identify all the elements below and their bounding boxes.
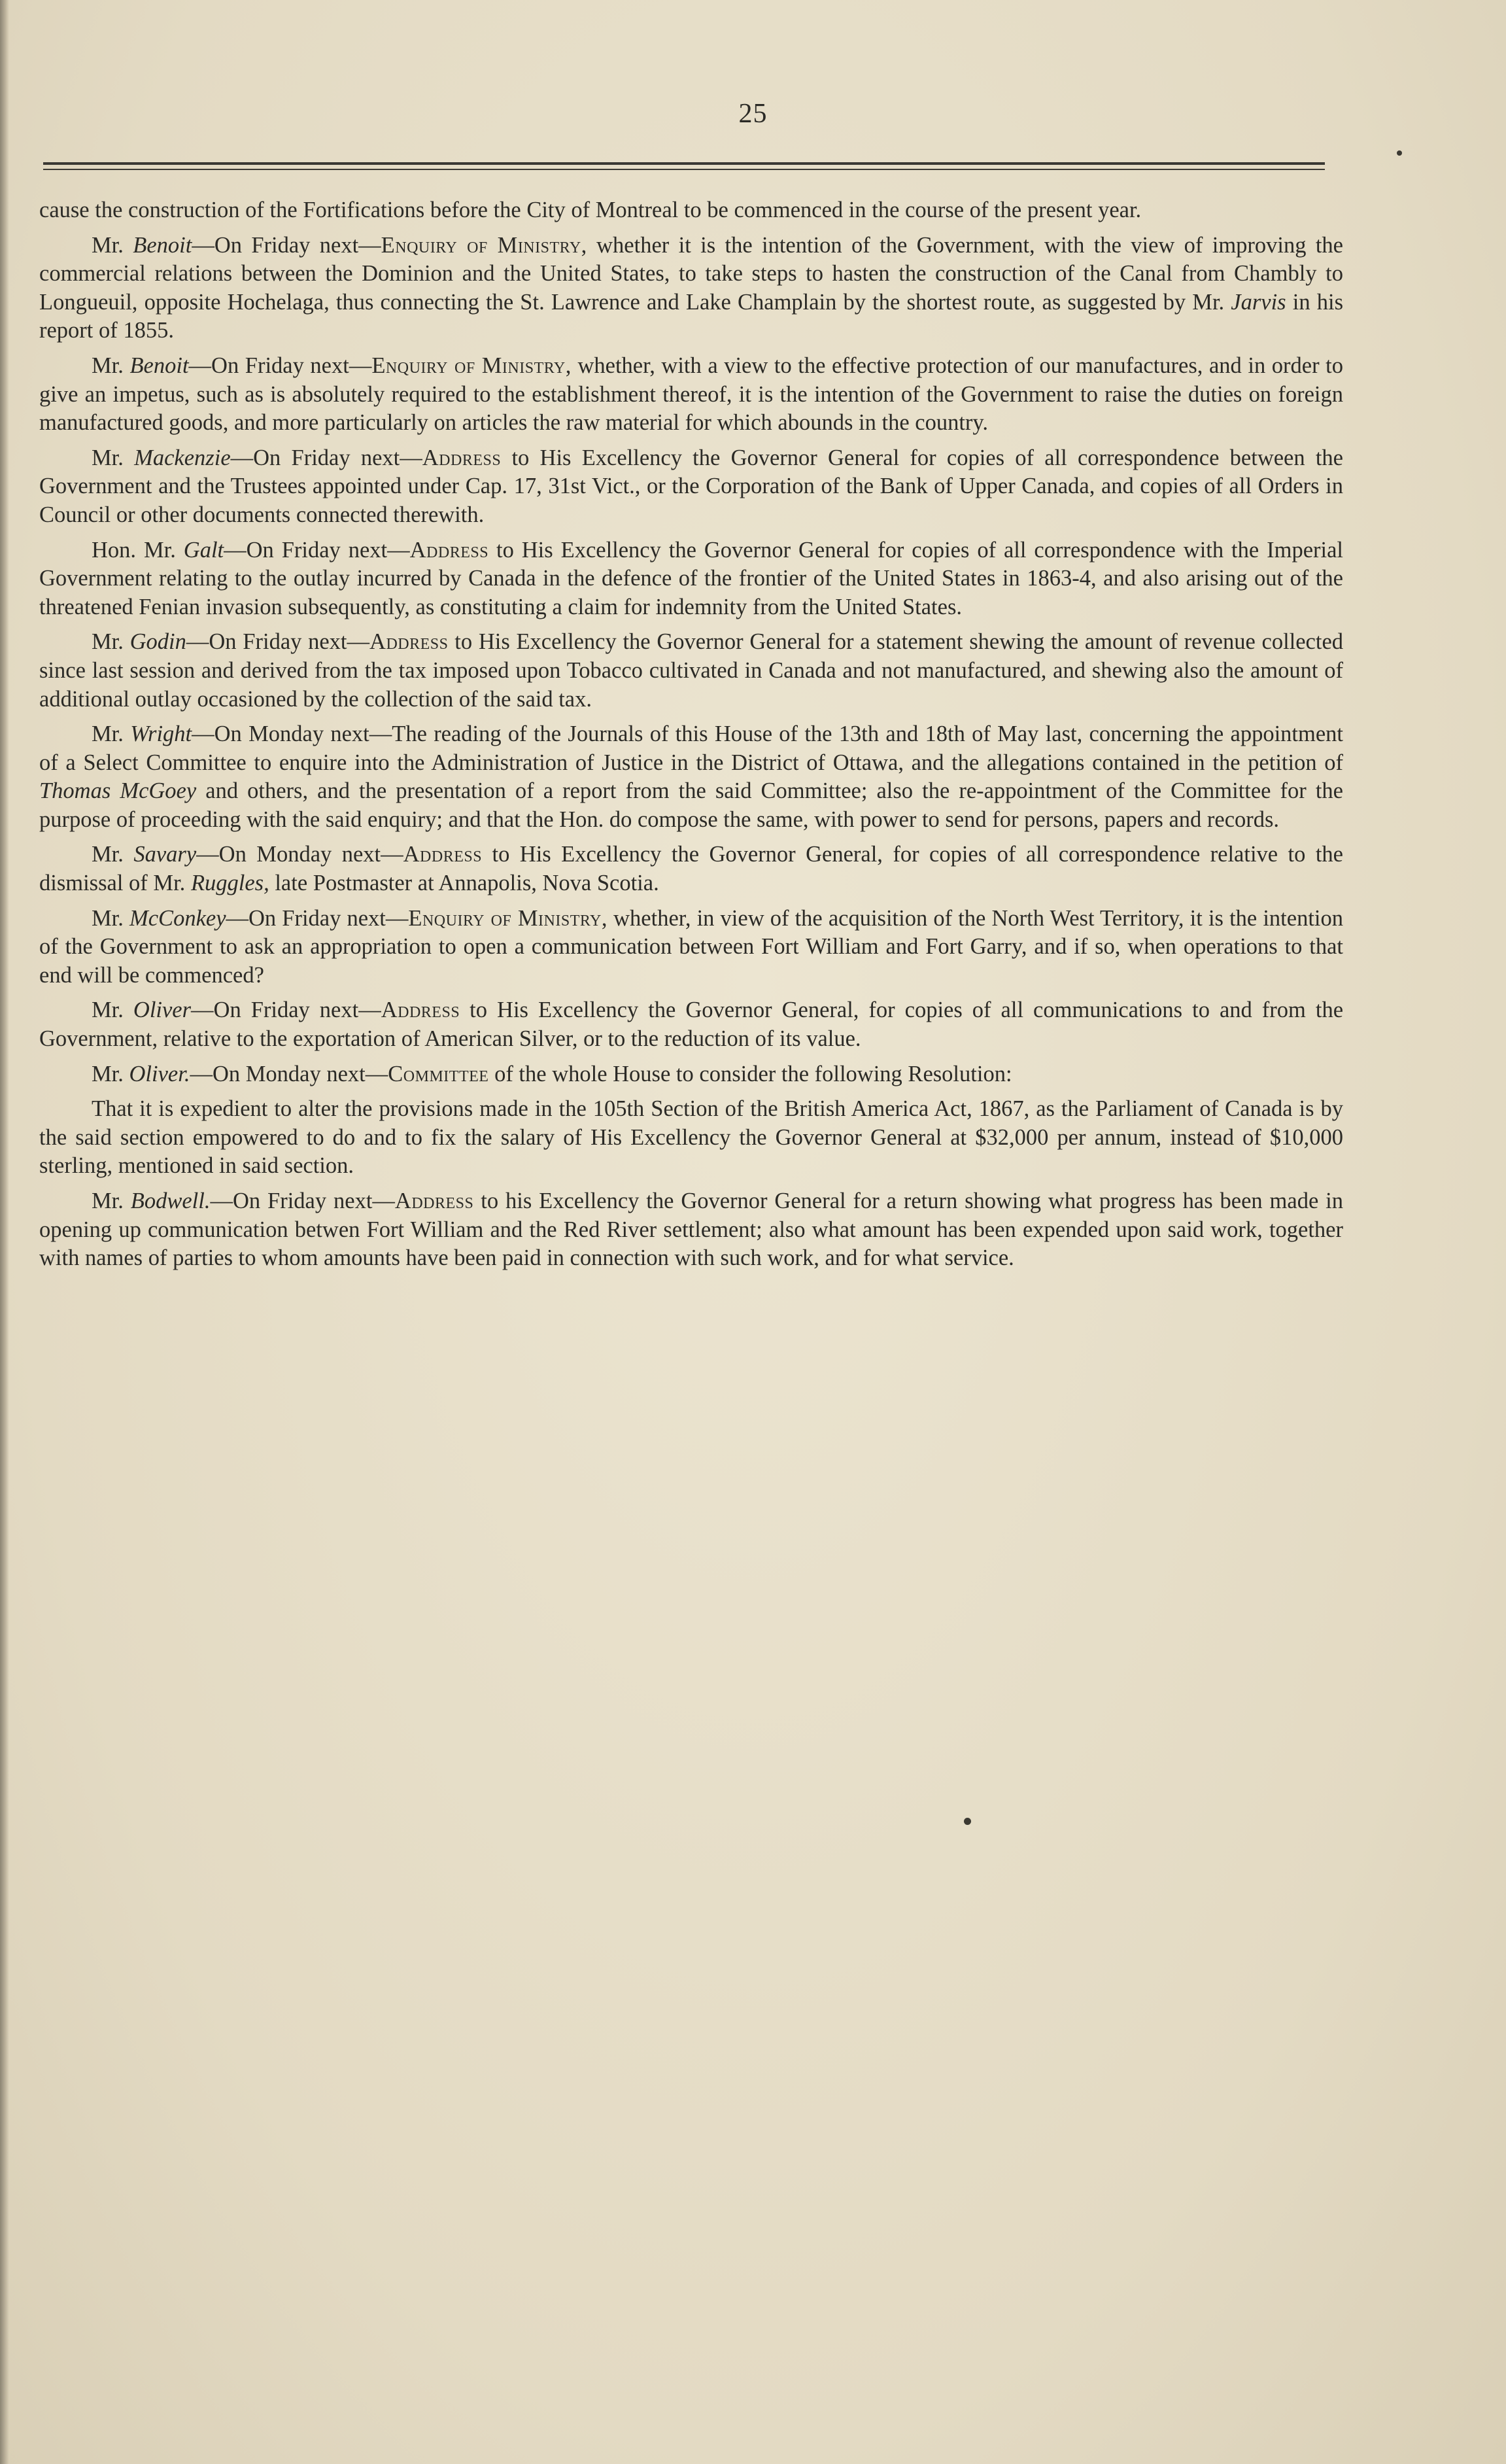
member-title: Hon. Mr. <box>92 537 184 563</box>
resolution-paragraph <box>39 1095 1343 1181</box>
member-name: Oliver <box>133 998 192 1023</box>
notice-day: —On Monday next— <box>190 1061 388 1086</box>
member-name: Benoit <box>133 232 192 258</box>
notice-action: Committee <box>388 1061 489 1086</box>
print-speck <box>964 1818 971 1825</box>
cited-name: Jarvis <box>1231 289 1286 315</box>
binding-edge <box>0 0 9 2464</box>
notice-entry <box>39 1187 1343 1273</box>
member-name: Mackenzie <box>134 445 231 470</box>
notice-text-tail: and others, and the presentation of a report from the said Committee; also the re-appointment of the Committee for the purpose of proceeding with the said enquiry; and that the Hon. do compose the same, with power to send for persons, papers and records. <box>39 778 1343 832</box>
notice-text-tail: late Postmaster at Annapolis, Nova Scotia. <box>269 871 659 896</box>
notice-text: to His Excellency the Governor General, for copies of all correspondence relative to the dismissal of Mr. <box>39 842 1343 896</box>
notice-entry <box>39 1060 1343 1089</box>
notice-day: —On Friday next— <box>188 353 372 378</box>
paragraph-text: That it is expedient to alter the provisions made in the 105th Section of the British America Act, 1867, as the Parliament of Canada is by the said section empowered to do and to fix the salary of His Excellency the Governor General at $32,000 per annum, instead of $10,000 sterling, mentioned in said section. <box>39 1096 1343 1179</box>
notice-day: —On Monday next— <box>192 721 392 747</box>
member-title: Mr. <box>92 721 131 747</box>
notice-entry <box>39 905 1343 990</box>
member-title: Mr. <box>92 1061 129 1086</box>
notice-action: Address <box>403 842 483 867</box>
header-rule-thin <box>43 169 1325 170</box>
notice-entry <box>39 720 1343 834</box>
member-title: Mr. <box>92 232 133 258</box>
notice-action: Address <box>381 998 460 1023</box>
member-title: Mr. <box>92 629 130 655</box>
notice-entry <box>39 628 1343 714</box>
print-speck <box>1397 150 1402 156</box>
notice-day: —On Friday next— <box>186 629 370 655</box>
notice-day: —On Friday next— <box>192 232 381 258</box>
notice-action: Address <box>409 537 489 563</box>
notice-text: whether it is the intention of the Government, with the view of improving the commercial relations between the Dominion and the United States, to take steps to hasten the construction of the Canal from Chambly to Longueuil, opposite Hochelaga, thus connecting the St. Lawrence and Lake Champlain by the shortest route, as suggested by Mr. <box>39 232 1343 315</box>
member-title: Mr. <box>92 353 130 378</box>
member-name: Bodwell. <box>130 1189 211 1213</box>
notice-action: Enquiry of Ministry, <box>371 353 572 378</box>
member-name: McConkey <box>129 905 226 931</box>
notice-entry <box>39 536 1343 622</box>
notice-entry <box>39 841 1343 897</box>
member-name: Galt <box>183 537 224 563</box>
member-title: Mr. <box>92 905 129 931</box>
paragraph-text: cause the construction of the Fortifications before the City of Montreal to be commenced in the course of the present year. <box>39 198 1142 222</box>
member-title: Mr. <box>92 1189 131 1213</box>
member-title: Mr. <box>92 842 134 867</box>
notice-entry <box>39 444 1343 530</box>
member-name: Oliver. <box>129 1061 190 1086</box>
page-number: 25 <box>738 99 768 129</box>
member-title: Mr. <box>92 445 135 470</box>
notice-day: —On Friday next— <box>191 998 381 1023</box>
notice-text-tail: in his report of 1855. <box>39 289 1343 343</box>
member-name: Benoit <box>129 353 189 378</box>
notice-entry <box>39 996 1343 1053</box>
continuation-paragraph <box>39 196 1343 225</box>
member-title: Mr. <box>92 998 133 1023</box>
notice-action: Address <box>394 1189 474 1213</box>
notice-text: to his Excellency the Governor General for a return showing what progress has been made in opening up communication betwen Fort William and the Red River settlement; also what amount has been expended upon said work, together with names of parties to whom amounts have been paid in connection with such work, and for what service. <box>39 1189 1343 1271</box>
notice-text: whether, with a view to the effective protection of our manufactures, and in order to give an impetus, such as is absolutely required to the establishment thereof, it is the intention of the Government to raise the duties on foreign manufactured goods, and more particularly on articles the raw material for which abounds in the country. <box>39 353 1343 436</box>
notice-action: Address <box>422 445 502 470</box>
cited-name: Ruggles, <box>190 871 269 896</box>
notice-text: to His Excellency the Governor General for copies of all correspondence with the Imperial Government relating to the outlay incurred by Canada in the defence of the frontier of the United States in 1863-4, and also arising out of the threatened Fenian invasion subsequently, as constituting a claim for indemnity from the United States. <box>39 537 1343 619</box>
notice-text: of the whole House to consider the following Resolution: <box>488 1061 1012 1086</box>
notice-day: —On Friday next— <box>226 905 409 931</box>
notice-text: to His Excellency the Governor General for a statement shewing the amount of revenue collected since last session and derived from the tax imposed upon Tobacco cultivated in Canada and not manufactured, and shewing also the amount of additional outlay occasioned by the collection of the said tax. <box>39 629 1344 712</box>
notice-entry <box>39 352 1343 438</box>
notice-action: Enquiry of Ministry, <box>408 905 608 931</box>
member-name: Godin <box>129 629 186 655</box>
cited-name: Thomas McGoey <box>39 778 197 804</box>
notice-day: —On Friday next— <box>210 1189 395 1213</box>
notice-entry <box>39 232 1343 345</box>
notice-text: to His Excellency the Governor General, for copies of all communications to and from the Government, relative to the exportation of American Silver, or to the reduction of its value. <box>39 998 1344 1052</box>
notice-action: Address <box>369 629 449 655</box>
notice-day: —On Friday next— <box>230 445 422 470</box>
notice-text: whether, in view of the acquisition of the North West Territory, it is the intention of the Government to ask an appropriation to open a communication between Fort William and Fort Garry, and if so, when operations to that end will be commenced? <box>39 905 1343 988</box>
notices-body <box>39 196 1343 1279</box>
notice-text: to His Excellency the Governor General for copies of all correspondence between the Government and the Trustees appointed under Cap. 17, 31st Vict., or the Corporation of the Bank of Upper Canada, and copies of all Orders in Council or other documents connected therewith. <box>39 445 1343 527</box>
notice-action: Enquiry of Ministry, <box>381 232 587 258</box>
notice-text: The reading of the Journals of this House of the 13th and 18th of May last, concerning the appointment of a Select Committee to enquire into the Administration of Justice in the District of Ottawa, and the allegations contained in the petition of <box>39 721 1343 775</box>
notice-day: —On Friday next— <box>224 537 410 563</box>
member-name: Wright <box>130 721 192 747</box>
notice-day: —On Monday next— <box>196 842 403 867</box>
member-name: Savary <box>133 842 197 867</box>
header-rule <box>43 162 1325 165</box>
